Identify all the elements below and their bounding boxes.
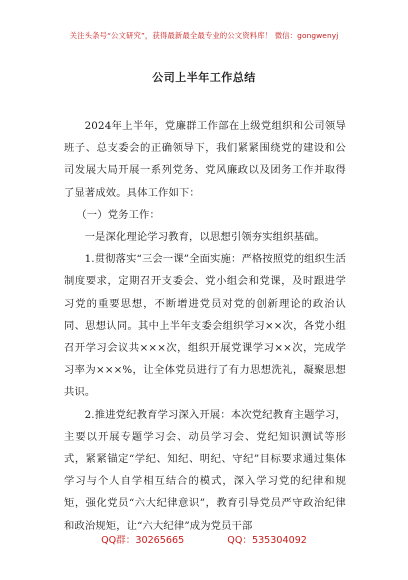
footer-contact bbox=[0, 532, 408, 546]
paragraph-intro: 2024年上半年，党廉群工作部在上级党组织和公司领导班子、总支委会的正确领导下，我们紧紧围绕党的建设和公司发展大局开展一系列党务、党风廉政以及团务工作并取得了显著成效。具体工作如下： bbox=[64, 120, 346, 199]
paragraph-item-2: 2.推进党纪教育学习深入开展：本次党纪教育主题学习，主要以开展专题学习会、动员学习会、党纪知识测试等形式，紧紧锚定“学纪、知纪、明纪、守纪”目标要求通过集体学习与个人自学相互结合的模式，深入学习党的纪律和规矩，强化党员“六大纪律意识”，教育引导党员严守政治纪律和政治规矩，让“六大纪律”成为党员干部 bbox=[64, 408, 346, 532]
document-body bbox=[64, 115, 346, 537]
document-title: 公司上半年工作总结 bbox=[152, 71, 256, 84]
paragraph-item-1: 1.贯彻落实“三会一课”全面实施：严格按照党的组织生活制度要求，定期召开支委会、党小组会和党课，及时跟进学习党的重要思想，不断增进党员对党的创新理论的政治认同、思想认同。其中上半年支委会组织学习××次，各党小组召开学习会议共×××次，组织开展党课学习××次，完成学习率为×××%，让全体党员进行了有力思想洗礼，凝聚思想共识。 bbox=[64, 253, 346, 399]
footer-qq-group: QQ群：30265665 bbox=[101, 535, 185, 546]
paragraph-point-one: 一是深化理论学习教育，以思想引领夯实组织基础。 bbox=[84, 231, 325, 244]
header-banner: 关注头条号“公文研究”，获得最新最全最专业的公文资料库！ 微信：gongwenyj bbox=[69, 31, 339, 40]
footer-qq-number: QQ：535304092 bbox=[227, 535, 307, 546]
section-heading: （一）党务工作： bbox=[76, 208, 160, 221]
